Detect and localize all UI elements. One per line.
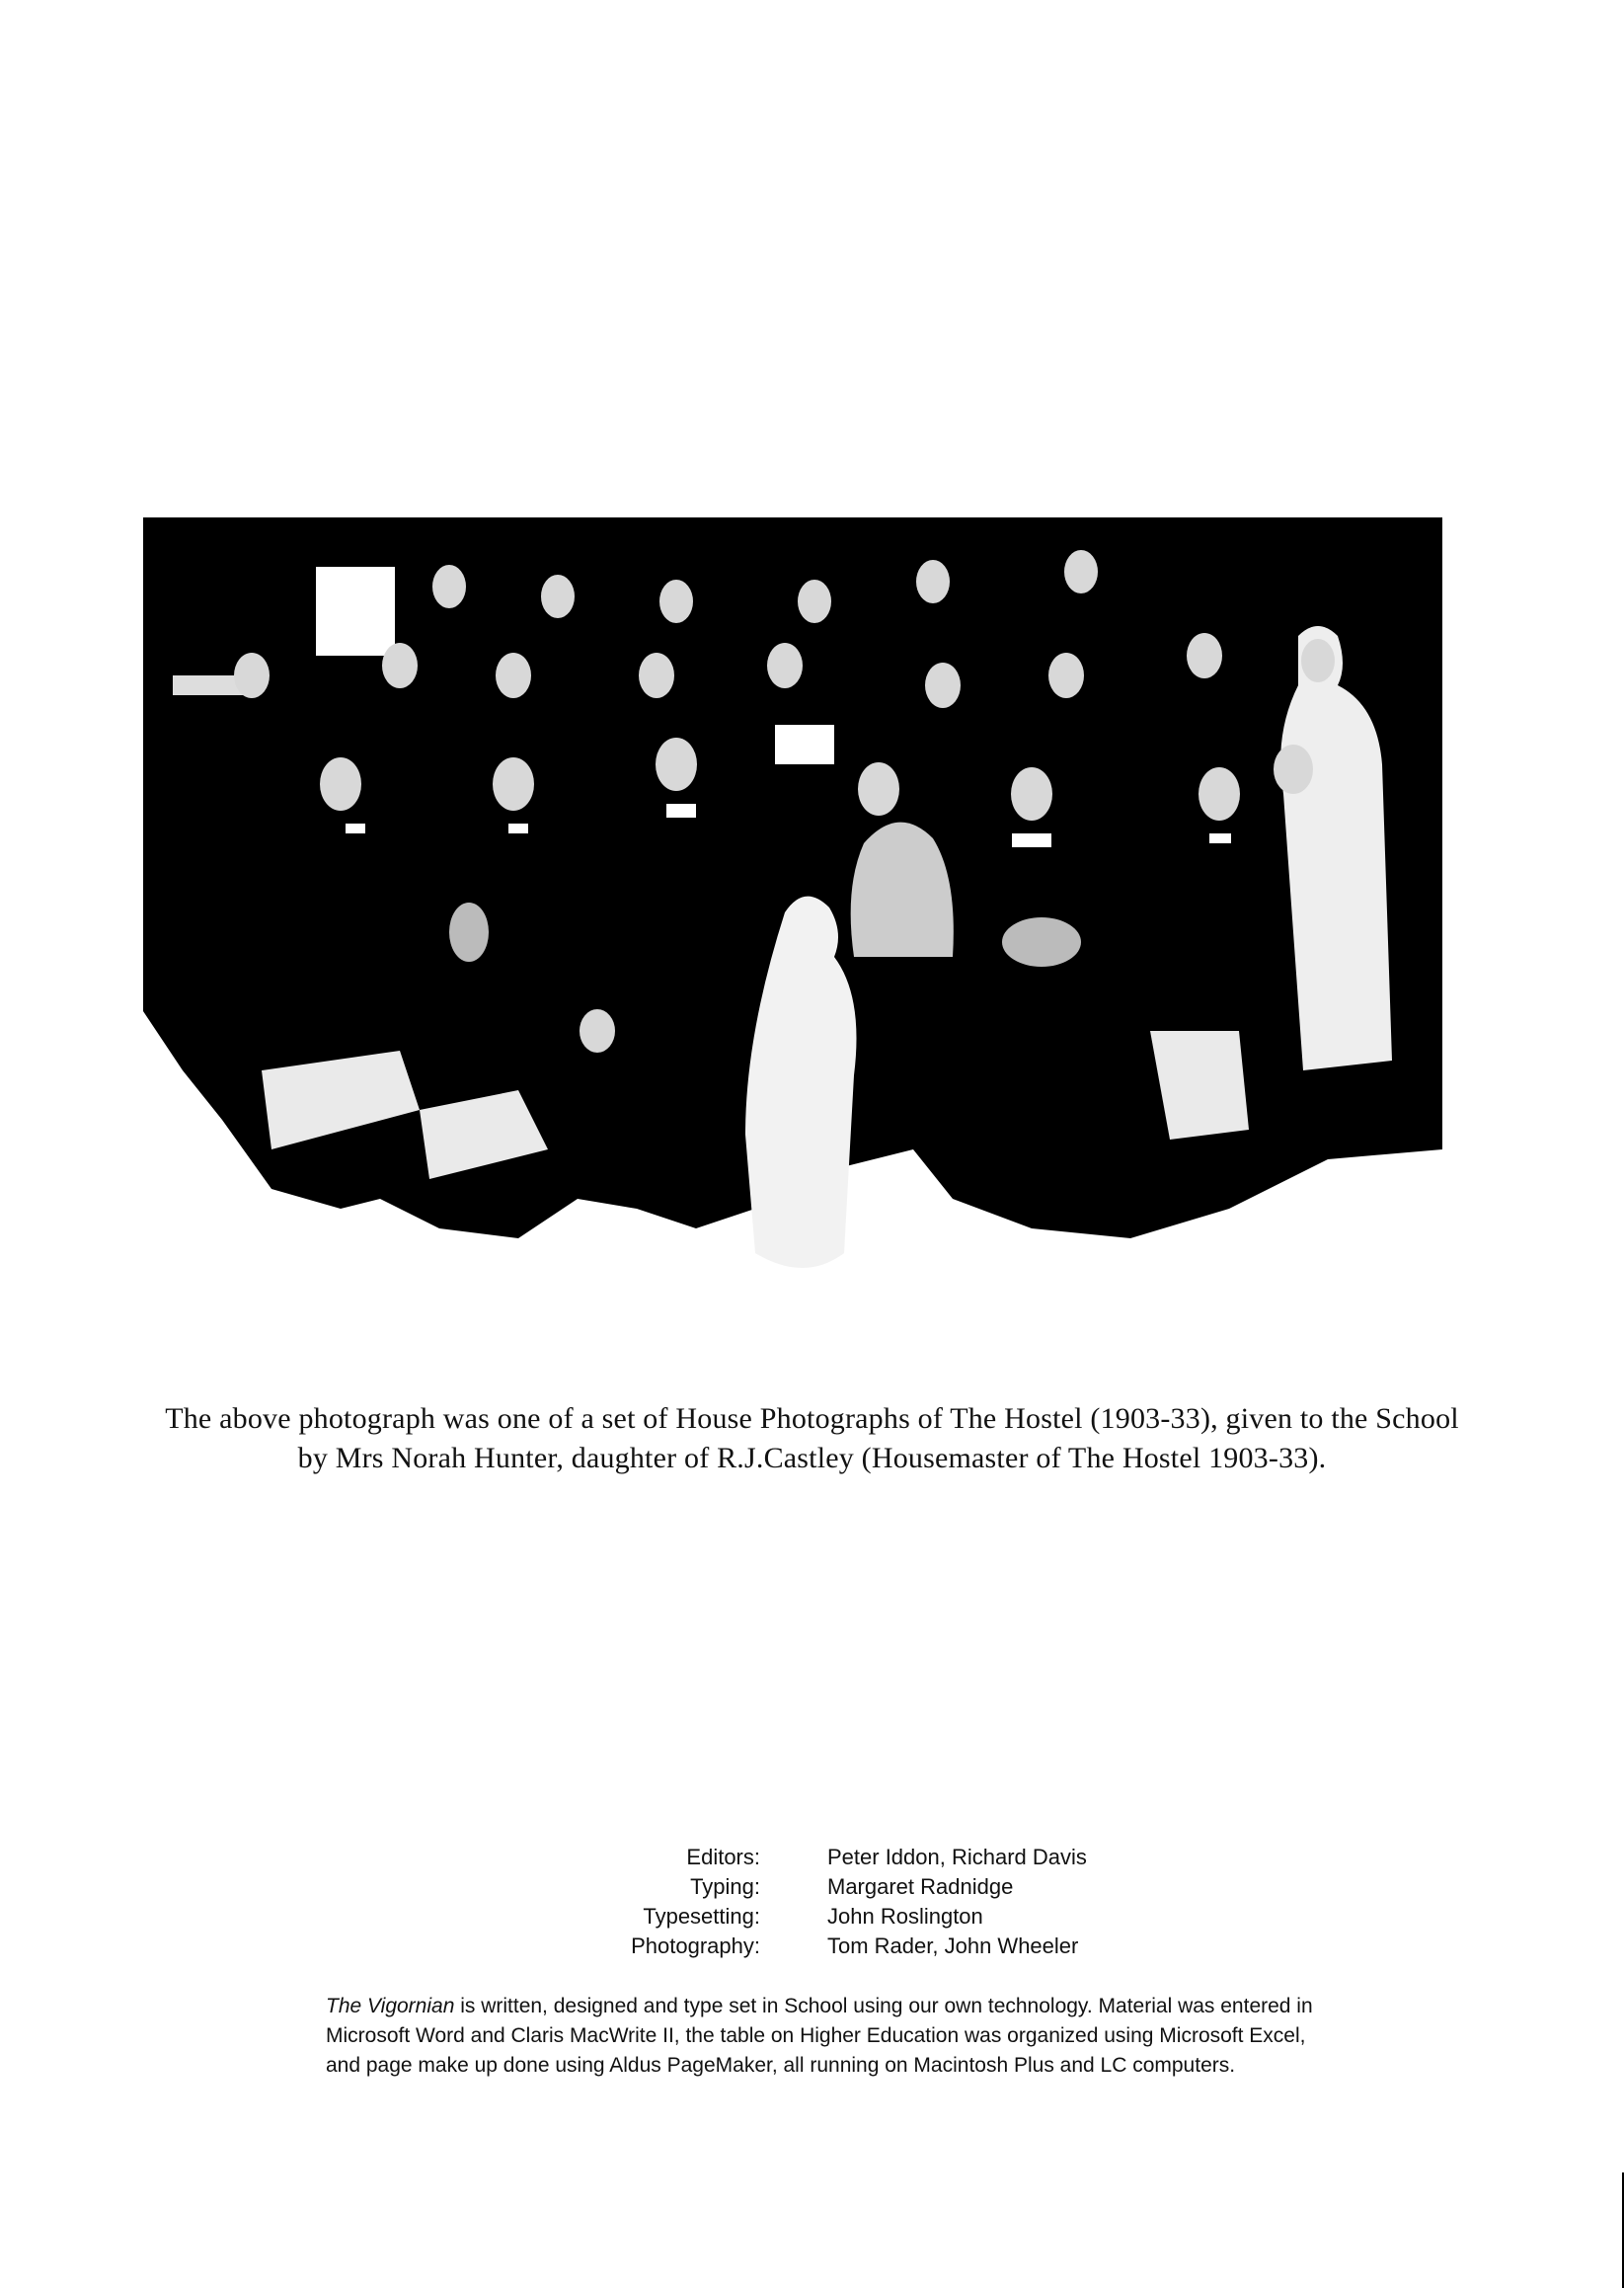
credit-value: Margaret Radnidge bbox=[827, 1874, 1014, 1899]
photo-caption: The above photograph was one of a set of House Photographs of The Hostel (1903-33), given to the School by Mrs Norah Hunter, daughter of R.J.Castley (Housemaster of The Hostel 1903-33). bbox=[165, 1402, 1459, 1474]
credit-row-typesetting bbox=[553, 1902, 1244, 1932]
group-photograph bbox=[143, 517, 1442, 1268]
credit-label: Photography: bbox=[631, 1933, 760, 1958]
credits-list bbox=[553, 1843, 1244, 1961]
credit-value: John Roslington bbox=[827, 1904, 983, 1929]
credit-row-typing bbox=[553, 1872, 1244, 1902]
credit-label: Typesetting: bbox=[643, 1904, 760, 1929]
credit-label: Editors: bbox=[686, 1845, 760, 1869]
colophon-text: is written, designed and type set in School using our own technology. Material was entered in Microsoft Word and Claris MacWrite II, the table on Higher Education was organized using Microsoft Excel, and page make up done using Aldus PageMaker, all running on Macintosh Plus and LC computers. bbox=[326, 1995, 1313, 2077]
credit-row-photography bbox=[553, 1932, 1244, 1961]
credit-row-editors bbox=[553, 1843, 1244, 1872]
publication-title: The Vigornian bbox=[326, 1995, 455, 2017]
credit-value: Peter Iddon, Richard Davis bbox=[827, 1845, 1087, 1869]
photograph-image bbox=[143, 517, 1442, 1268]
colophon bbox=[326, 1992, 1333, 2081]
credit-label: Typing: bbox=[690, 1874, 760, 1899]
credit-value: Tom Rader, John Wheeler bbox=[827, 1933, 1079, 1958]
